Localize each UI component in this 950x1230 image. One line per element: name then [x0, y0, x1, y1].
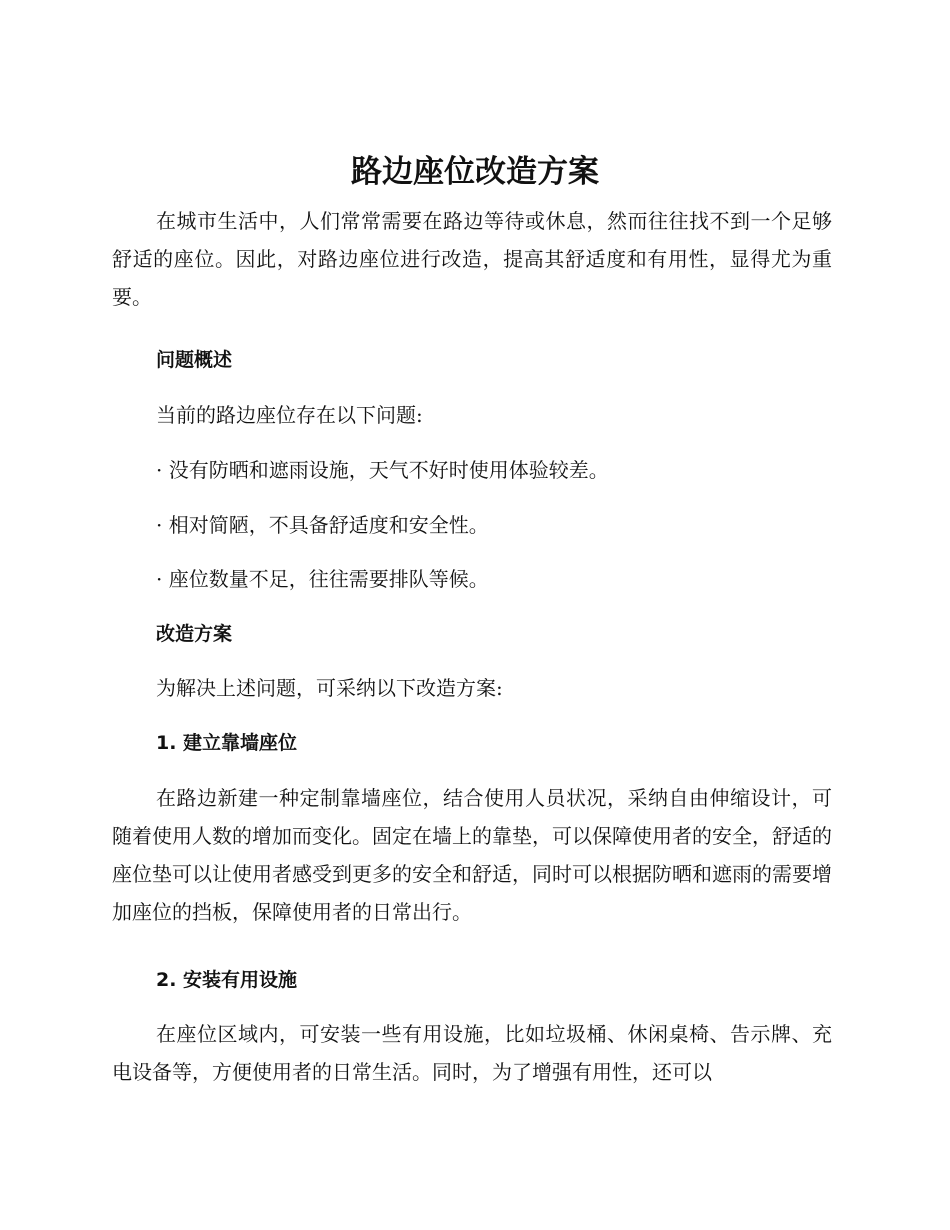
section-heading-plan: 改造方案: [156, 623, 233, 645]
plan-item-heading: 1. 建立靠墙座位: [156, 732, 298, 754]
problem-bullet: · 没有防晒和遮雨设施，天气不好时使用体验较差。: [156, 458, 609, 482]
problem-bullet: · 座位数量不足，往往需要排队等候。: [156, 567, 489, 591]
problem-bullet: · 相对简陋，不具备舒适度和安全性。: [156, 513, 489, 537]
section-heading-problem: 问题概述: [156, 349, 233, 371]
document-title: 路边座位改造方案: [351, 154, 599, 190]
plan-item-body: 在路边新建一种定制靠墙座位，结合使用人员状况，采纳自由伸缩设计，可随着使用人数的增加而变化。固定在墙上的靠垫，可以保障使用者的安全，舒适的座位垫可以让使用者感受到更多的安全和舒适，同时可以根据防晒和遮雨的需要增加座位的挡板，保障使用者的日常出行。: [112, 786, 832, 924]
intro-paragraph: 在城市生活中，人们常常需要在路边等待或休息，然而往往找不到一个足够舒适的座位。因此，对路边座位进行改造，提高其舒适度和有用性，显得尤为重要。: [112, 209, 832, 309]
plan-item-body: 在座位区域内，可安装一些有用设施，比如垃圾桶、休闲桌椅、告示牌、充电设备等，方便使用者的日常生活。同时，为了增强有用性，还可以: [112, 1022, 832, 1084]
problem-lead: 当前的路边座位存在以下问题:: [156, 403, 423, 427]
plan-lead: 为解决上述问题，可采纳以下改造方案:: [156, 676, 503, 700]
plan-item-heading: 2. 安装有用设施: [156, 969, 298, 991]
